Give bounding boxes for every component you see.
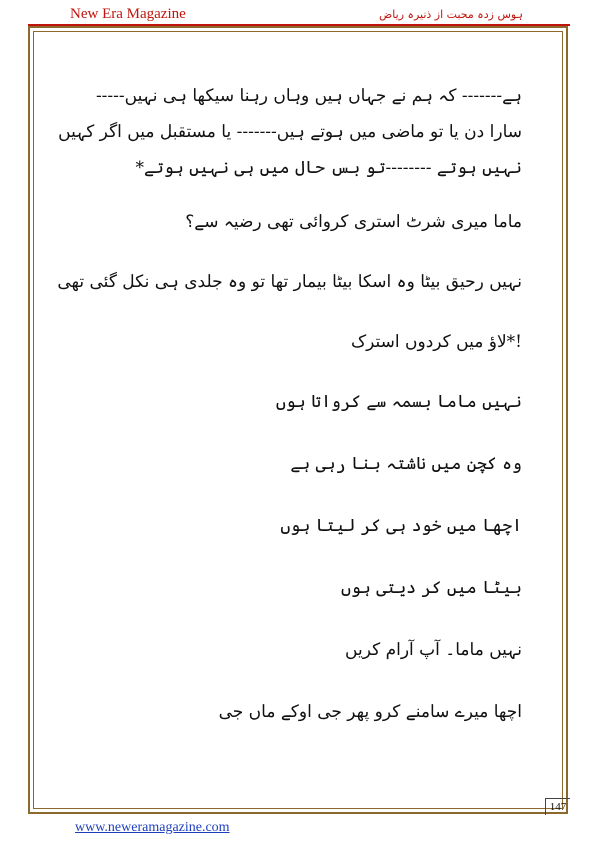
body-line: !*لاؤ میں کردوں استرک — [350, 332, 522, 352]
body-line: وہ کچن میں ناشتہ بنا رہی ہے — [290, 454, 522, 474]
body-line: ہے------- کہ ہم نے جہاں ہیں وہاں رہنا سیکھا ہی نہیں----- — [95, 86, 522, 106]
body-line: نہیں ماما۔ آپ آرام کریں — [345, 640, 522, 660]
body-line: اچھا میں خود ہی کر لیتا ہوں — [280, 516, 522, 536]
body-line: بیٹا میں کر دیتی ہوں — [341, 578, 522, 598]
body-line: نہیں رحیق بیٹا وہ اسکا بیٹا بیمار تھا تو وہ جلدی ہی نکل گئی تھی — [57, 272, 522, 292]
page-number: 147 — [545, 798, 570, 815]
page-body — [57, 84, 522, 740]
magazine-name: New Era Magazine — [70, 6, 186, 22]
novel-title: ہوس زدہ محبت از ذنیرہ ریاض — [379, 8, 523, 21]
website-link[interactable]: www.neweramagazine.com — [75, 820, 230, 835]
body-line: اچھا میرے سامنے کرو پھر جی اوکے ماں جی — [218, 702, 522, 722]
body-line: سارا دن یا تو ماضی میں ہوتے ہیں------- یا مستقبل میں اگر کہیں — [58, 122, 522, 142]
body-line: ماما میری شرٹ استری کروائی تھی رضیہ سے؟ — [185, 212, 522, 232]
body-line: نہیں ماما بسمہ سے کرواتا ہوں — [275, 392, 522, 412]
body-line: نہیں ہوتے --------تو بس حال میں ہی نہیں ہوتے* — [135, 158, 522, 178]
